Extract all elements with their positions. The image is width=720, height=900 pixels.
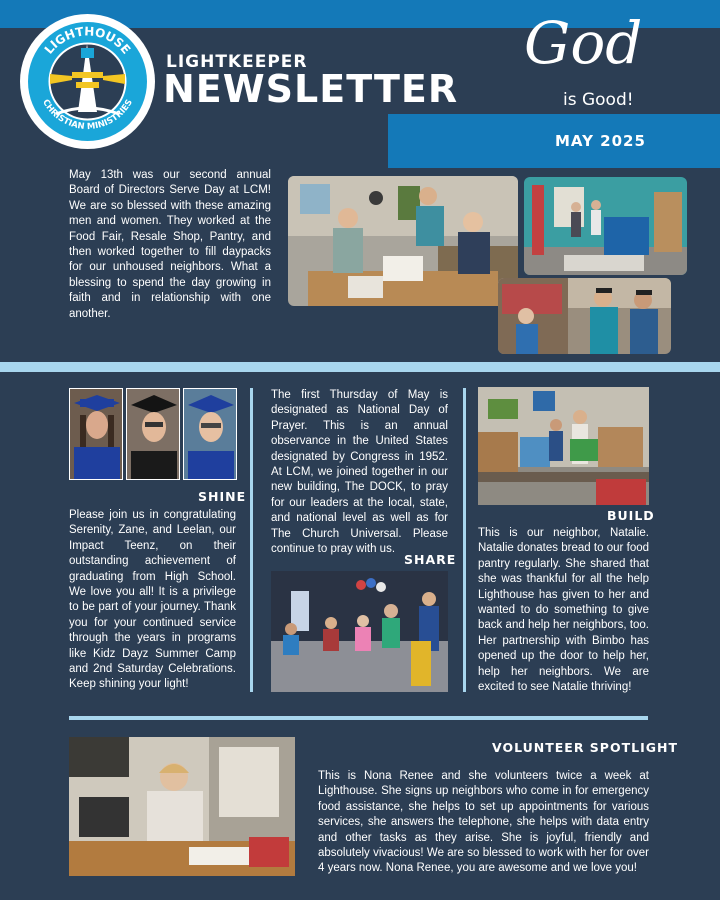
volunteer-nona-photo xyxy=(69,737,295,876)
share-text: The first Thursday of May is designated as National Day of Prayer. This is an annual observance in the United States designated by Congress in 1952. At LCM, we joined together in our new building, The DOCK, to pray for our leaders at the local, state, and national level as well as for The Church Universal. Please continue to pray with us. xyxy=(271,389,448,556)
lighthouse-emblem xyxy=(20,14,155,149)
graduate-photo-leelan xyxy=(183,388,237,480)
shine-title: SHINE xyxy=(198,489,247,504)
issue-date: MAY 2025 xyxy=(555,132,646,150)
newsletter-subtitle: LIGHTKEEPER xyxy=(166,52,308,72)
graduate-photo-serenity xyxy=(69,388,123,480)
tagline-god: God xyxy=(524,9,643,77)
column-divider-right xyxy=(463,388,466,692)
logo-bottom-text: CHRISTIAN MINISTRIES xyxy=(40,97,135,133)
lighthouse-logo xyxy=(20,14,155,149)
serve-day-text: May 13th was our second annual Board of Directors Serve Day at LCM! We are so blessed with these amazing men and women. They worked at the Food Fair, Resale Shop, Pantry, and then worked together to fill daypacks for our unhoused neighbors. What a blessing to spend the day growing in faith and in relationship with one another. xyxy=(69,169,271,320)
tagline-is-good: is Good! xyxy=(563,90,634,110)
column-divider-left xyxy=(250,388,253,692)
logo-top-text: LIGHTHOUSE xyxy=(41,24,134,57)
graduate-photo-zane xyxy=(126,388,180,480)
build-text: This is our neighbor, Natalie. Natalie donates bread to our food pantry regularly. She shared that she was thankful for all the help Lighthouse has given to her and wanted to do something to give back and help her neighbors, too. Her partnership with Bimbo has opened up the door to help her, help her neighbors. We are excited to see Natalie thriving! xyxy=(478,527,649,694)
section-divider-bottom xyxy=(69,716,648,720)
newsletter-title: NEWSLETTER xyxy=(163,67,459,111)
serve-day-photo-team xyxy=(498,278,671,354)
section-divider-top xyxy=(0,362,720,372)
share-title: SHARE xyxy=(404,552,457,567)
share-prayer-photo xyxy=(271,571,448,692)
volunteer-text: This is Nona Renee and she volunteers twice a week at Lighthouse. She signs up neighbors who come in for emergency food assistance, she helps to set up appointments for various services, she answers the telephone, she helps with data entry and other tasks as they arise. She is joyful, friendly and absolutely vivacious! We are so blessed to work with her for over 4 years now. Nona Renee, you are awesome and we love you! xyxy=(318,770,649,875)
build-natalie-photo xyxy=(478,387,649,505)
shine-text: Please join us in congratulating Serenity, Zane, and Leelan, our Impact Teenz, on their outstanding achievement of graduating from High School. We love you all! It is a privilege to be part of your journey. Thank you for your continued service through the years in programs like Kidz Dayz Summer Camp and 2nd Saturday Celebrations. Keep shining your light! xyxy=(69,509,236,691)
date-band xyxy=(388,114,720,168)
volunteer-title: VOLUNTEER SPOTLIGHT xyxy=(492,740,678,755)
serve-day-photo-store xyxy=(524,177,687,275)
serve-day-photo-main xyxy=(288,176,518,306)
build-title: BUILD xyxy=(607,508,655,523)
